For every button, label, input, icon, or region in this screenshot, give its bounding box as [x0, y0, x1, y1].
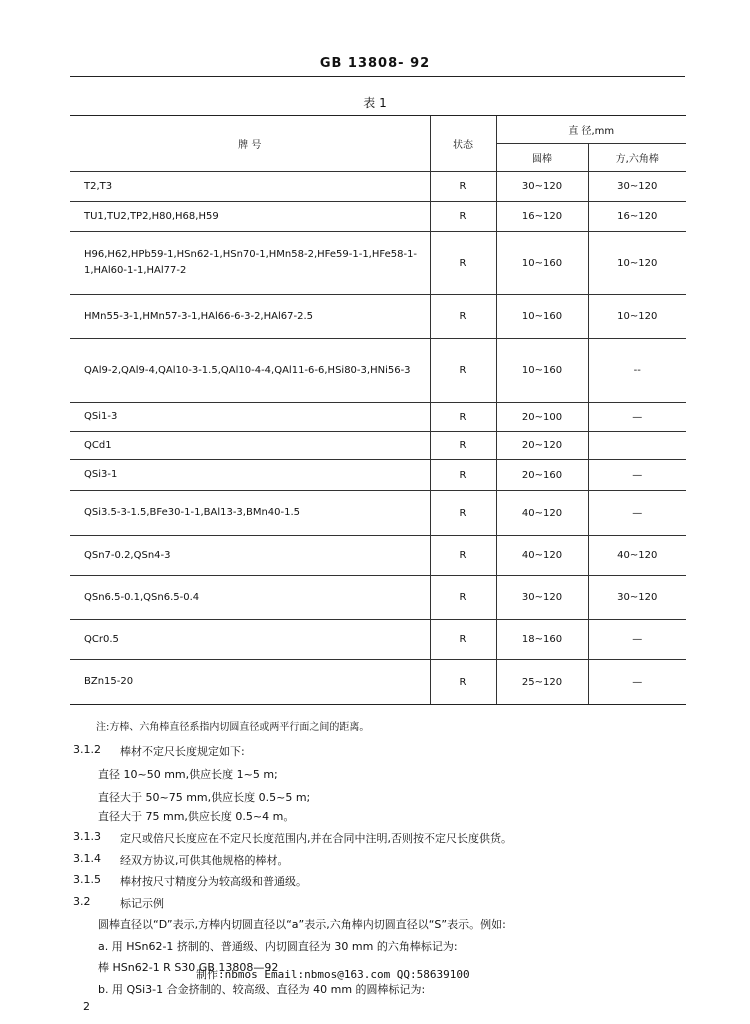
col-header-square-hex: 方,六角棒: [588, 144, 686, 172]
square-hex-bar-cell: 30~120: [588, 576, 686, 620]
clause-text: a. 用 HSn62-1 挤制的、普通级、内切圆直径为 30 mm 的六角棒标记为:: [98, 940, 458, 953]
round-bar-cell: 40~120: [496, 536, 588, 576]
square-hex-bar-cell: 30~120: [588, 172, 686, 202]
table-note: 注:方棒、六角棒直径系指内切圆直径或两平行面之间的距离。: [96, 722, 370, 733]
grade-cell: QCd1: [70, 432, 430, 460]
state-cell: R: [430, 536, 496, 576]
grade-cell: TU1,TU2,TP2,H80,H68,H59: [70, 202, 430, 232]
state-cell: R: [430, 403, 496, 432]
grade-cell: QSi3.5-3-1.5,BFe30-1-1,BAl13-3,BMn40-1.5: [70, 491, 430, 536]
square-hex-bar-cell: —: [588, 660, 686, 705]
state-cell: R: [430, 202, 496, 232]
clause-number: 3.2: [73, 895, 91, 908]
grade-cell: QAl9-2,QAl9-4,QAl10-3-1.5,QAl10-4-4,QAl11-6-6,HSi80-3,HNi56-3: [70, 339, 430, 403]
state-cell: R: [430, 432, 496, 460]
col-header-state: 状态: [430, 116, 496, 172]
table-row: [70, 660, 686, 705]
header-rule: [70, 76, 685, 77]
square-hex-bar-cell: 40~120: [588, 536, 686, 576]
clause-number: 3.1.5: [73, 873, 101, 886]
grade-cell: QSn7-0.2,QSn4-3: [70, 536, 430, 576]
table-row: [70, 576, 686, 620]
grade-cell: T2,T3: [70, 172, 430, 202]
square-hex-bar-cell: —: [588, 403, 686, 432]
state-cell: R: [430, 339, 496, 403]
grade-cell: QSn6.5-0.1,QSn6.5-0.4: [70, 576, 430, 620]
state-cell: R: [430, 660, 496, 705]
round-bar-cell: 10~160: [496, 232, 588, 295]
col-header-grade: 牌 号: [70, 116, 430, 172]
clause-text: 直径大于 75 mm,供应长度 0.5~4 m。: [98, 810, 295, 823]
spec-table: [70, 115, 686, 705]
table-row: [70, 432, 686, 460]
table-row: [70, 620, 686, 660]
table-row: [70, 339, 686, 403]
round-bar-cell: 16~120: [496, 202, 588, 232]
clause-number: 3.1.3: [73, 830, 101, 843]
round-bar-cell: 18~160: [496, 620, 588, 660]
clause-text: 经双方协议,可供其他规格的棒材。: [120, 854, 289, 867]
round-bar-cell: 10~160: [496, 339, 588, 403]
clause-text: 棒材按尺寸精度分为较高级和普通级。: [120, 875, 307, 888]
grade-cell: QSi3-1: [70, 460, 430, 491]
clause-number: 3.1.2: [73, 743, 101, 756]
table-row: [70, 460, 686, 491]
grade-cell: QSi1-3: [70, 403, 430, 432]
table-row: [70, 491, 686, 536]
table-row: [70, 536, 686, 576]
table-row: [70, 232, 686, 295]
table-caption: 表 1: [363, 96, 387, 110]
page-number: 2: [83, 1000, 90, 1013]
clause-text: 棒 HSn62-1 R S30 GB 13808—92: [98, 961, 279, 974]
grade-cell: QCr0.5: [70, 620, 430, 660]
state-cell: R: [430, 620, 496, 660]
square-hex-bar-cell: [588, 432, 686, 460]
clause-text: 定尺或倍尺长度应在不定尺长度范围内,并在合同中注明,否则按不定尺长度供货。: [120, 832, 512, 845]
state-cell: R: [430, 460, 496, 491]
square-hex-bar-cell: —: [588, 491, 686, 536]
round-bar-cell: 30~120: [496, 576, 588, 620]
standard-number: GB 13808- 92: [319, 56, 431, 71]
round-bar-cell: 10~160: [496, 295, 588, 339]
table-row: [70, 403, 686, 432]
clause-text: 棒材不定尺长度规定如下:: [120, 745, 245, 758]
square-hex-bar-cell: —: [588, 620, 686, 660]
round-bar-cell: 20~160: [496, 460, 588, 491]
table-row: [70, 202, 686, 232]
clause-text: 直径大于 50~75 mm,供应长度 0.5~5 m;: [98, 791, 311, 804]
table-row: [70, 172, 686, 202]
footer-credit: 制作:nbmos Email:nbmos@163.com QQ:58639100: [196, 968, 470, 981]
grade-cell: H96,H62,HPb59-1,HSn62-1,HSn70-1,HMn58-2,HFe59-1-1,HFe58-1-1,HAl60-1-1,HAl77-2: [70, 232, 430, 295]
round-bar-cell: 40~120: [496, 491, 588, 536]
col-header-diameter: 直 径,mm: [496, 116, 686, 144]
round-bar-cell: 20~120: [496, 432, 588, 460]
grade-cell: HMn55-3-1,HMn57-3-1,HAl66-6-3-2,HAl67-2.5: [70, 295, 430, 339]
square-hex-bar-cell: —: [588, 460, 686, 491]
state-cell: R: [430, 295, 496, 339]
square-hex-bar-cell: 10~120: [588, 232, 686, 295]
state-cell: R: [430, 172, 496, 202]
clause-text: 圆棒直径以“D”表示,方棒内切圆直径以“a”表示,六角棒内切圆直径以“S”表示。例如:: [98, 918, 506, 931]
state-cell: R: [430, 576, 496, 620]
clause-number: 3.1.4: [73, 852, 101, 865]
square-hex-bar-cell: 16~120: [588, 202, 686, 232]
state-cell: R: [430, 232, 496, 295]
round-bar-cell: 25~120: [496, 660, 588, 705]
round-bar-cell: 30~120: [496, 172, 588, 202]
square-hex-bar-cell: 10~120: [588, 295, 686, 339]
clause-text: 直径 10~50 mm,供应长度 1~5 m;: [98, 768, 278, 781]
state-cell: R: [430, 491, 496, 536]
table-row: [70, 295, 686, 339]
clause-text: b. 用 QSi3-1 合金挤制的、较高级、直径为 40 mm 的圆棒标记为:: [98, 983, 426, 996]
col-header-round: 圆棒: [496, 144, 588, 172]
clause-text: 标记示例: [120, 897, 164, 910]
grade-cell: BZn15-20: [70, 660, 430, 705]
square-hex-bar-cell: --: [588, 339, 686, 403]
round-bar-cell: 20~100: [496, 403, 588, 432]
